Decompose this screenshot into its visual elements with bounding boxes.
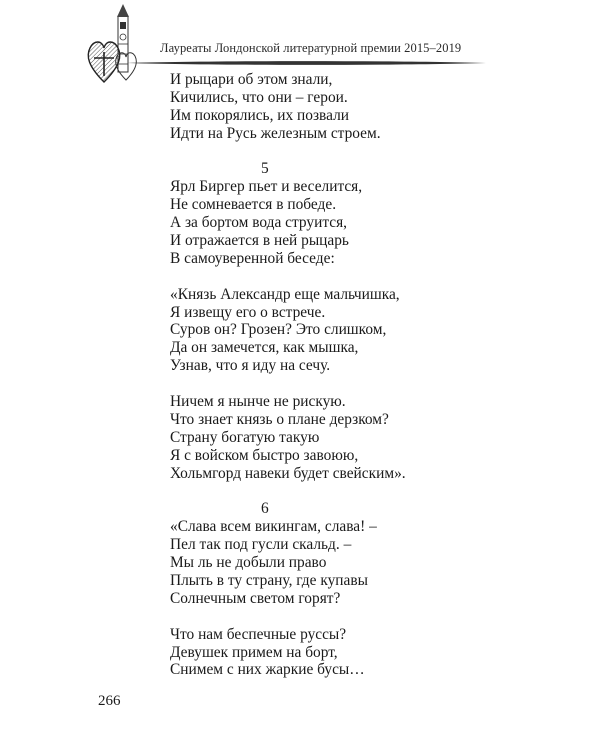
poem-line: Им покорялись, их позвали — [170, 106, 349, 124]
running-title: Лауреаты Лондонской литературной премии 2015–2019 — [160, 41, 462, 55]
poem-line: Я с войском быстро завоюю, — [170, 446, 359, 464]
poem-line: Не сомневается в победе. — [170, 196, 337, 214]
poem-line: Узнав, что я иду на сечу. — [170, 357, 331, 375]
poem-line: Кичились, что они – герои. — [170, 88, 348, 106]
poem-line: Что знает князь о плане дерзком? — [170, 410, 389, 428]
section-number-6: 6 — [261, 500, 269, 518]
poem-line: Ярл Биргер пьет и веселится, — [170, 178, 363, 196]
poem-line: Что нам беспечные руссы? — [170, 625, 347, 643]
poem-line: Хольмгорд навеки будет свейским». — [170, 464, 406, 482]
poem-line: Суров он? Грозен? Это слишком, — [170, 321, 387, 339]
heart-tower-emblem-icon — [86, 4, 142, 86]
stanza-gap — [170, 482, 490, 500]
poem-line: Плыть в ту страну, где купавы — [170, 571, 368, 589]
page-number: 266 — [98, 693, 121, 709]
poem-line: Ничем я нынче не рискую. — [170, 393, 346, 411]
poem-line: Солнечным светом горят? — [170, 589, 341, 607]
poem-line: «Князь Александр еще мальчишка, — [170, 285, 400, 303]
poem-line: Девушек примем на борт, — [170, 643, 338, 661]
poem-line: Мы ль не добыли право — [170, 554, 327, 572]
poem-line: «Слава всем викингам, слава! – — [170, 518, 377, 536]
stanza-gap — [170, 375, 490, 393]
header-rule — [126, 60, 486, 66]
poem-line: В самоуверенной беседе: — [170, 249, 335, 267]
poem-line: И отражается в ней рыцарь — [170, 232, 349, 250]
stanza-gap — [170, 143, 490, 161]
poem-line: Страну богатую такую — [170, 428, 320, 446]
poem-line: Снимем с них жаркие бусы… — [170, 661, 365, 679]
poem-line: А за бортом вода струится, — [170, 214, 348, 232]
stanza-gap — [170, 268, 490, 286]
stanza-gap — [170, 608, 490, 626]
poem-body — [170, 71, 490, 679]
poem-line: Пел так под гусли скальд. – — [170, 536, 352, 554]
poem-line: Я извещу его о встрече. — [170, 303, 326, 321]
poem-line: И рыцари об этом знали, — [170, 71, 333, 88]
poem-line: Да он замечется, как мышка, — [170, 339, 359, 357]
section-number-5: 5 — [261, 160, 269, 178]
poem-line: Идти на Русь железным строем. — [170, 124, 381, 142]
